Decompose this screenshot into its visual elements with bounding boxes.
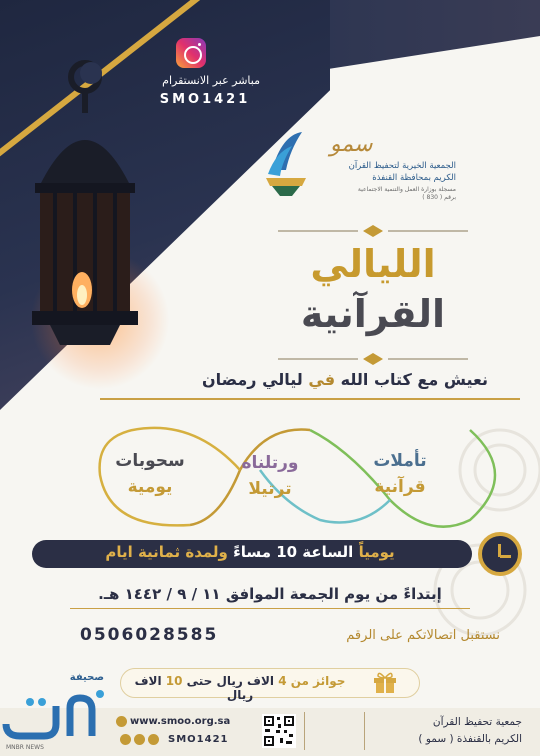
- title-line1: الليالي: [310, 242, 436, 286]
- organization-reg-line1: مسجلة بوزارة العمل والتنمية الاجتماعية: [357, 186, 456, 193]
- schedule-text: [40, 543, 460, 561]
- prize-prefix: جوائز من: [290, 674, 346, 688]
- instagram-handle[interactable]: SMO1421: [159, 92, 251, 107]
- watermark-logo: [0, 684, 110, 744]
- qr-code-icon[interactable]: [262, 714, 296, 748]
- topic-reflections-line1: تأملات: [373, 451, 427, 471]
- topic-reflections: [340, 448, 460, 500]
- contact-number[interactable]: 0506028585: [80, 625, 219, 645]
- subtitle-part2: في: [308, 370, 336, 389]
- watermark-word: صحيفة: [69, 672, 104, 683]
- schedule-daily: يومياً: [358, 543, 395, 561]
- instagram-icon[interactable]: [176, 38, 206, 68]
- topic-recitation: [210, 450, 330, 502]
- subtitle-underline: [100, 398, 520, 400]
- start-underline: [70, 608, 470, 609]
- organization-registration: [316, 186, 456, 202]
- organization-name-line2: الكريم بمحافظة القنفذة: [372, 173, 456, 183]
- watermark-caption: MNBR NEWS: [6, 744, 44, 751]
- footer-org-line2: الكريم بالقنفذة ( سمو ): [418, 733, 522, 745]
- organization-reg-line2: برقم ( 830 ): [422, 194, 456, 201]
- snapchat-icon[interactable]: [148, 734, 159, 745]
- prize-suffix: الاف ريال: [134, 674, 254, 702]
- footer-organization: [372, 714, 522, 748]
- prize-from: 4: [278, 674, 287, 688]
- topic-reflections-line2: قرآنية: [374, 477, 426, 497]
- title-line2: القرآنية: [300, 292, 446, 336]
- title-ornament-top: [278, 224, 468, 238]
- clock-icon: [478, 532, 522, 576]
- subtitle-part3: ليالي رمضان: [201, 370, 303, 389]
- organization-name: [316, 160, 456, 184]
- subtitle-part1: نعيش مع كتاب الله: [340, 370, 489, 389]
- organization-logo-icon: [262, 130, 310, 198]
- contact-label: نستقبل اتصالاتكم على الرقم: [346, 628, 500, 643]
- prize-to: 10: [165, 674, 183, 688]
- start-date: إبتداءً من يوم الجمعة الموافق ١١ / ٩ / ١٤٤٢ هـ.: [98, 585, 442, 603]
- prize-middle: الاف ريال حتى: [186, 674, 275, 688]
- footer-org-line1: جمعية تحفيظ القرآن: [432, 716, 522, 728]
- topic-recitation-line2: ترتيلا: [248, 479, 292, 499]
- twitter-icon[interactable]: [120, 734, 131, 745]
- schedule-duration: ولمدة ثمانية ايام: [105, 543, 228, 561]
- topic-draws-line1: سحوبات: [115, 451, 185, 471]
- topic-recitation-line1: ورتلناه: [241, 453, 299, 473]
- subtitle: [190, 370, 500, 389]
- organization-name-line1: الجمعية الخيرية لتحفيظ القرآن: [348, 161, 456, 171]
- lantern-icon: [20, 55, 150, 355]
- instagram-small-icon[interactable]: [134, 734, 145, 745]
- footer-website[interactable]: www.smoo.org.sa: [130, 716, 231, 727]
- gift-icon: [372, 670, 398, 694]
- schedule-time: الساعة 10 مساءً: [233, 543, 354, 561]
- organization-brand: سمو: [330, 132, 373, 157]
- globe-icon: [116, 716, 127, 727]
- prize-text: [120, 674, 360, 702]
- title-ornament-bottom: [278, 352, 468, 366]
- footer-handle: SMO1421: [168, 734, 229, 745]
- topic-draws: [90, 448, 210, 500]
- instagram-label: مباشر عبر الانستقرام: [162, 74, 260, 87]
- topic-draws-line2: يومية: [127, 477, 173, 497]
- footer-divider: [304, 712, 305, 750]
- footer-divider: [364, 712, 365, 750]
